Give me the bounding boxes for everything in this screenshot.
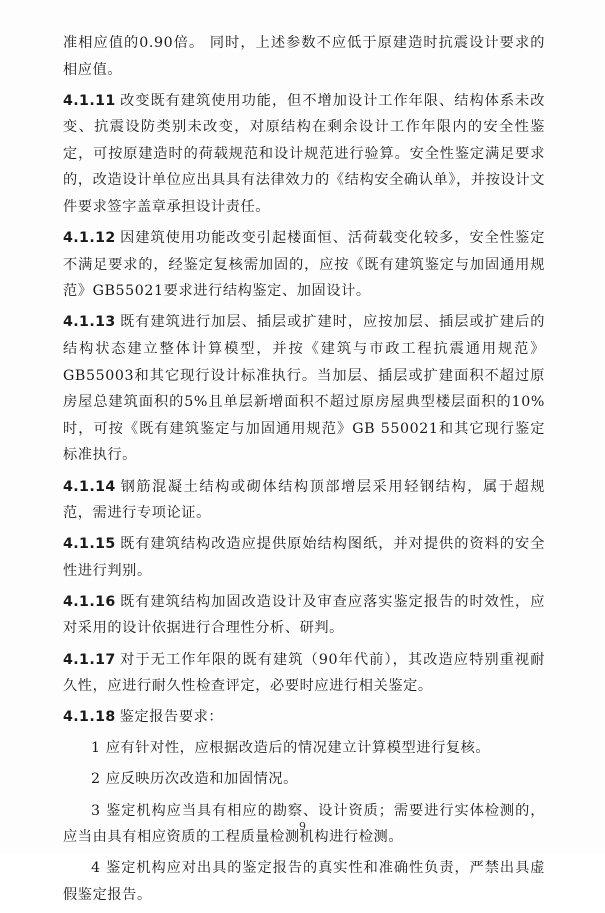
- page-body: [63, 30, 545, 913]
- clause-number: 4.1.18: [63, 709, 116, 726]
- clause-number: 4.1.14: [63, 478, 116, 495]
- clause-number: 4.1.15: [63, 536, 116, 553]
- clause-text: 对于无工作年限的既有建筑（90年代前），其改造应特别重视耐久性，应进行耐久性检查评定，必要时应进行相关鉴定。: [63, 651, 545, 695]
- clause-4-1-16: [63, 589, 545, 642]
- page-number: 9: [299, 820, 306, 833]
- clause-4-1-17: [63, 647, 545, 700]
- clause-number: 4.1.11: [63, 92, 116, 109]
- clause-text: 改变既有建筑使用功能，但不增加设计工作年限、结构体系未改变、抗震设防类别未改变，对原结构在剩余设计工作年限内的安全性鉴定，可按原建造时的荷载规范和设计规范进行验算。安全性鉴定满足要求的，改造设计单位应出具具有法律效力的《结构安全确认单》，并按设计文件要求签字盖章承担设计责任。: [63, 92, 545, 216]
- clause-4-1-13: [63, 309, 545, 469]
- requirement-item-4: 4 鉴定机构应对出具的鉴定报告的真实性和准确性负责，严禁出具虚假鉴定报告。: [63, 860, 545, 903]
- requirement-item-3: 3 鉴定机构应当具有相应的勘察、设计资质；需要进行实体检测的，应当由具有相应资质的工程质量检测机构进行检测。: [63, 802, 545, 846]
- clause-number: 4.1.12: [63, 230, 116, 247]
- requirement-item-1: 1 应有针对性，应根据改造后的情况建立计算模型进行复核。: [91, 740, 491, 757]
- clause-text: 鉴定报告要求：: [119, 709, 224, 726]
- clause-text: 既有建筑结构改造应提供原始结构图纸，并对提供的资料的安全性进行判别。: [63, 536, 545, 579]
- clause-text: 既有建筑结构加固改造设计及审查应落实鉴定报告的时效性，应对采用的设计依据进行合理性分析、研判。: [63, 593, 545, 637]
- requirement-item-2: 2 应反映历次改造和加固情况。: [91, 771, 298, 788]
- intro-paragraph: 准相应值的0.90倍。 同时，上述参数不应低于原建造时抗震设计要求的相应值。: [63, 35, 545, 78]
- clause-4-1-11: [63, 88, 545, 221]
- clause-4-1-14: [63, 474, 545, 527]
- clause-number: 4.1.17: [63, 651, 116, 668]
- clause-text: 既有建筑进行加层、插层或扩建时，应按加层、插层或扩建后的结构状态建立整体计算模型，并按《建筑与市政工程抗震通用规范》GB55003和其它现行设计标准执行。当加层、插层或扩建面积不超过原房屋总建筑面积的5%且单层新增面积不超过原房屋典型楼层面积的10%时，可按《既有建筑鉴定与加固通用规范》GB 550021和其它现行鉴定标准执行。: [63, 314, 545, 464]
- clause-4-1-12: [63, 225, 545, 305]
- clause-text: 因建筑使用功能改变引起楼面恒、活荷载变化较多，安全性鉴定不满足要求的，经鉴定复核需加固的，应按《既有建筑鉴定与加固通用规范》GB55021要求进行结构鉴定、加固设计。: [63, 230, 545, 300]
- clause-4-1-18: [63, 704, 545, 731]
- clause-text: 钢筋混凝土结构或砌体结构顶部增层采用轻钢结构，属于超规范，需进行专项论证。: [63, 478, 545, 522]
- clause-number: 4.1.16: [63, 593, 116, 610]
- clause-number: 4.1.13: [63, 314, 116, 331]
- clause-4-1-15: [63, 531, 545, 584]
